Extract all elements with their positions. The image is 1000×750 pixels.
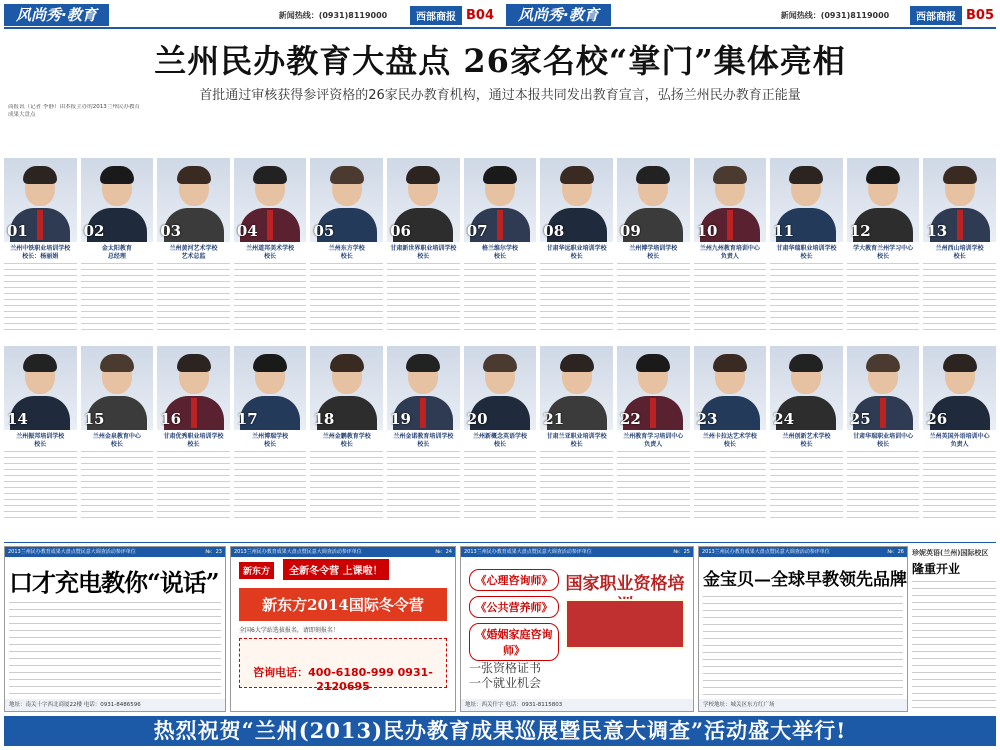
footer-banner: 热烈祝贺“兰州(2013)民办教育成果巡展暨民意大调查”活动盛大举行! — [4, 716, 996, 746]
principal-bio — [923, 451, 996, 521]
principal-role: 校长 — [110, 441, 123, 448]
principal-role: 校长 — [570, 441, 583, 448]
ad-new-oriental[interactable] — [230, 546, 456, 712]
principal-org: 兰州金诺教育培训学校 — [393, 433, 454, 440]
principal-number: 21 — [543, 410, 565, 428]
principal-photo — [694, 346, 767, 430]
principal-role: 校长：杨丽娟 — [22, 253, 59, 260]
principal-org: 兰州中铁职业培训学校 — [10, 245, 71, 252]
principal-caption — [157, 245, 230, 261]
ad-heading: 珍妮英语(兰州)国际校区 — [912, 549, 989, 557]
principal-number: 03 — [160, 222, 182, 240]
principal-number: 09 — [619, 222, 641, 240]
principal-photo — [387, 158, 460, 242]
principal-caption — [81, 433, 154, 449]
principal-card — [923, 158, 996, 342]
principal-card — [234, 346, 307, 530]
principal-photo — [81, 346, 154, 430]
principal-card — [694, 346, 767, 530]
principal-card — [387, 346, 460, 530]
course-list — [469, 569, 559, 666]
ad-vocational-cert[interactable] — [460, 546, 694, 712]
principal-org: 甘肃优秀职业培训学校 — [163, 433, 224, 440]
ad-strip — [5, 547, 225, 557]
principal-org: 学大教育兰州学习中心 — [853, 245, 914, 252]
principal-role: 校长 — [417, 253, 430, 260]
principal-caption — [694, 433, 767, 449]
principal-org: 兰州博学培训学校 — [629, 245, 678, 252]
principal-org: 甘肃华瑞职业培训中心 — [853, 433, 914, 440]
principal-bio — [923, 263, 996, 333]
principal-number: 25 — [849, 410, 871, 428]
page-header-right — [506, 4, 996, 26]
ads-rule — [4, 542, 996, 543]
principal-bio — [770, 451, 843, 521]
ad-strip — [461, 547, 693, 557]
principal-bio — [617, 451, 690, 521]
principal-photo — [4, 158, 77, 242]
principal-org: 兰州金鹏教育学校 — [322, 433, 371, 440]
principal-org: 格兰维尔学校 — [481, 245, 518, 252]
principal-photo — [540, 346, 613, 430]
section-label: 风尚秀·教育 — [506, 4, 611, 26]
principal-photo — [540, 158, 613, 242]
issue-info — [619, 8, 769, 22]
principal-org: 兰州东方学校 — [328, 245, 365, 252]
principal-caption — [923, 245, 996, 261]
ad-title: 国家职业资格培 — [565, 574, 685, 594]
principal-photo — [847, 158, 920, 242]
tagline-1: 一张资格证书 — [469, 661, 542, 675]
principal-card — [81, 158, 154, 342]
principal-org: 兰州卡拉达艺术学校 — [702, 433, 757, 440]
principal-role: 校长 — [723, 441, 736, 448]
principal-caption — [923, 433, 996, 449]
section-label: 风尚秀·教育 — [4, 4, 109, 26]
ad-subtitle: 全国6大学站选拔报名，请即刻报名！ — [239, 627, 339, 634]
principal-card — [770, 158, 843, 342]
principal-caption — [464, 433, 537, 449]
principal-caption — [847, 433, 920, 449]
principal-org: 兰州英国外语培训中心 — [929, 433, 990, 440]
principal-card — [464, 346, 537, 530]
principal-org: 甘肃新世界职业培训学校 — [390, 245, 457, 252]
principal-org: 兰州教育学习培训中心 — [623, 433, 684, 440]
principal-number: 05 — [313, 222, 335, 240]
principal-bio — [617, 263, 690, 333]
page-headline: 兰州民办教育大盘点 26家名校“掌门”集体亮相 — [154, 42, 846, 80]
principal-role: 校长 — [493, 441, 506, 448]
principal-role: 总经理 — [107, 253, 126, 260]
brand-logo: 新东方 — [239, 562, 274, 579]
principal-number: 16 — [160, 410, 182, 428]
principal-role: 校长 — [187, 441, 200, 448]
principal-bio — [847, 263, 920, 333]
principal-card — [464, 158, 537, 342]
news-hotline: 新闻热线：(0931)8119000 — [278, 10, 388, 20]
ad-strip-text: 2013兰州民办教育成果大盘点暨民意大调查活动参评单位 — [234, 549, 362, 555]
principal-card — [540, 158, 613, 342]
principal-caption — [81, 245, 154, 261]
principal-caption — [234, 245, 307, 261]
principal-caption — [617, 245, 690, 261]
principal-bio — [81, 451, 154, 521]
ad-body-text — [5, 602, 225, 702]
principal-number: 19 — [390, 410, 411, 428]
principal-caption — [387, 433, 460, 449]
principal-photo — [81, 158, 154, 242]
principal-number: 06 — [390, 222, 411, 240]
ad-address: 学校地址：城关区东方红广场 — [699, 699, 907, 711]
principal-number: 11 — [773, 222, 795, 240]
principal-role: 校长 — [647, 253, 660, 260]
ad-code: №：25 — [673, 549, 690, 555]
principal-role: 艺术总监 — [181, 253, 206, 260]
ad-slogan: 全新冬令营 上课啦！ — [283, 559, 388, 580]
principal-caption — [387, 245, 460, 261]
ad-title: 隆重开业 — [912, 562, 961, 576]
principal-role: 校长 — [953, 253, 966, 260]
issue-info — [117, 8, 267, 22]
principal-card — [923, 346, 996, 530]
principal-photo — [694, 158, 767, 242]
principal-bio — [81, 263, 154, 333]
ad-strip — [699, 547, 907, 557]
principal-photo — [234, 346, 307, 430]
principal-photo — [923, 158, 996, 242]
ad-phone: 咨询电话：400-6180-999 0931-2120695 — [253, 666, 433, 693]
principal-role: 校长 — [493, 253, 506, 260]
principal-bio — [157, 451, 230, 521]
principal-number: 22 — [619, 410, 641, 428]
principal-role: 校长 — [264, 441, 277, 448]
principal-number: 10 — [696, 222, 718, 240]
principal-org: 甘肃华瑞职业培训学校 — [776, 245, 837, 252]
principal-number: 04 — [236, 222, 258, 240]
tagline-2: 一个就业机会 — [469, 676, 542, 690]
principal-bio — [387, 451, 460, 521]
course-item: 《婚姻家庭咨询师》 — [469, 623, 559, 661]
principal-bio — [4, 451, 77, 521]
principal-number: 17 — [236, 410, 258, 428]
page-number: B04 — [466, 7, 494, 23]
principal-number: 15 — [83, 410, 105, 428]
principal-card — [4, 158, 77, 342]
intro-lead: 商报讯（记者 李静）由本报主办的2013兰州民办教育成果大盘点 — [8, 104, 140, 118]
principal-caption — [847, 245, 920, 261]
principal-caption — [770, 433, 843, 449]
intro-article — [8, 104, 992, 148]
principal-caption — [157, 433, 230, 449]
principal-role: 校长 — [340, 441, 353, 448]
principal-card — [81, 346, 154, 530]
principal-card — [617, 158, 690, 342]
principal-caption — [4, 433, 77, 449]
principal-card — [157, 158, 230, 342]
principal-photo — [770, 158, 843, 242]
page-header-left — [4, 4, 496, 26]
principal-photo — [617, 158, 690, 242]
principal-org: 兰州黄河艺术学校 — [169, 245, 218, 252]
principal-bio — [540, 451, 613, 521]
principal-bio — [387, 263, 460, 333]
principal-photo — [310, 346, 383, 430]
ad-code: №：23 — [205, 549, 222, 555]
principal-photo — [464, 158, 537, 242]
principal-caption — [617, 433, 690, 449]
principal-bio — [694, 263, 767, 333]
principal-card — [847, 346, 920, 530]
principal-photo — [310, 158, 383, 242]
principal-caption — [4, 245, 77, 261]
principal-card — [387, 158, 460, 342]
header-rule — [4, 27, 996, 29]
principal-photo — [234, 158, 307, 242]
principal-role: 校长 — [570, 253, 583, 260]
principal-caption — [234, 433, 307, 449]
principal-caption — [540, 245, 613, 261]
ad-body-text — [912, 581, 996, 711]
principal-number: 23 — [696, 410, 718, 428]
principal-role: 负责人 — [950, 441, 969, 448]
principal-photo — [923, 346, 996, 430]
principal-number: 07 — [466, 222, 488, 240]
principal-org: 兰州道邦美术学校 — [246, 245, 295, 252]
ad-address: 地址：南关十字西北商厦22楼 电话：0931-8486596 — [5, 699, 225, 711]
principal-caption — [694, 245, 767, 261]
ad-address: 地址：西关什字 电话：0931-8115803 — [461, 699, 693, 711]
ad-body-text — [699, 596, 907, 696]
ad-title: 口才充电教你“说话” — [9, 568, 219, 597]
principal-number: 01 — [7, 222, 28, 240]
principal-number: 14 — [7, 410, 28, 428]
principal-org: 甘肃兰亚职业培训学校 — [546, 433, 607, 440]
principal-caption — [464, 245, 537, 261]
ad-tagline — [469, 661, 541, 691]
ad-strip-text: 2013兰州民办教育成果大盘点暨民意大调查活动参评单位 — [464, 549, 592, 555]
principal-photo — [387, 346, 460, 430]
principal-org: 兰州金泉教育中心 — [92, 433, 141, 440]
ad-english-school[interactable] — [912, 546, 996, 712]
principal-role: 校长 — [877, 253, 890, 260]
principal-row-1 — [4, 158, 996, 342]
principal-number: 26 — [926, 410, 948, 428]
news-hotline: 新闻热线：(0931)8119000 — [780, 10, 890, 20]
principal-caption — [770, 245, 843, 261]
principal-photo — [617, 346, 690, 430]
principal-bio — [157, 263, 230, 333]
principal-bio — [310, 451, 383, 521]
principal-card — [847, 158, 920, 342]
principal-number: 02 — [83, 222, 105, 240]
page-subheadline: 首批通过审核获得参评资格的26家民办教育机构，通过本报共同发出教育宣言，弘扬兰州民办教育正能量 — [199, 88, 801, 103]
principal-role: 负责人 — [644, 441, 663, 448]
principal-caption — [310, 433, 383, 449]
principal-bio — [694, 451, 767, 521]
principal-bio — [234, 451, 307, 521]
principal-photo — [157, 346, 230, 430]
principal-number: 24 — [773, 410, 795, 428]
principal-card — [694, 158, 767, 342]
principal-bio — [464, 263, 537, 333]
principal-role: 校长 — [340, 253, 353, 260]
principal-bio — [310, 263, 383, 333]
principal-caption — [310, 245, 383, 261]
ad-strip — [231, 547, 455, 557]
principal-photo — [4, 346, 77, 430]
principal-number: 13 — [926, 222, 948, 240]
ad-title: 金宝贝—全球早教领先品牌 — [703, 570, 907, 590]
principal-role: 校长 — [417, 441, 430, 448]
course-item: 《心理咨询师》 — [469, 569, 559, 591]
principal-card — [157, 346, 230, 530]
principal-org: 兰州新概念英语学校 — [472, 433, 527, 440]
ad-strip-text: 2013兰州民办教育成果大盘点暨民意大调查活动参评单位 — [702, 549, 830, 555]
principal-org: 金太阳教育 — [101, 245, 132, 252]
principal-bio — [770, 263, 843, 333]
principal-role: 校长 — [877, 441, 890, 448]
principal-photo — [847, 346, 920, 430]
principal-bio — [464, 451, 537, 521]
principal-number: 12 — [849, 222, 871, 240]
principal-bio — [234, 263, 307, 333]
principal-org: 兰州九州教育培训中心 — [699, 245, 760, 252]
page-number: B05 — [966, 7, 994, 23]
course-item: 《公共营养师》 — [469, 596, 559, 618]
principal-org: 甘肃华远职业培训学校 — [546, 245, 607, 252]
newspaper-logo: 西部商报 — [410, 6, 462, 25]
certificate-image — [565, 599, 685, 649]
principal-card — [310, 346, 383, 530]
principal-role: 校长 — [34, 441, 47, 448]
principal-number: 08 — [543, 222, 565, 240]
principal-bio — [4, 263, 77, 333]
principal-card — [234, 158, 307, 342]
principal-row-2 — [4, 346, 996, 530]
ad-event-title: 新东方2014国际冬令营 — [239, 588, 447, 621]
principal-card — [540, 346, 613, 530]
principal-card — [617, 346, 690, 530]
principal-number: 20 — [466, 410, 488, 428]
principal-org: 兰州创新艺术学校 — [782, 433, 831, 440]
principal-org: 兰州博瑞学校 — [252, 433, 289, 440]
ad-code: №：24 — [435, 549, 452, 555]
principal-bio — [540, 263, 613, 333]
principal-photo — [464, 346, 537, 430]
principal-caption — [540, 433, 613, 449]
principal-card — [310, 158, 383, 342]
principal-number: 18 — [313, 410, 335, 428]
principal-role: 校长 — [800, 441, 813, 448]
principal-photo — [157, 158, 230, 242]
ad-strip-text: 2013兰州民办教育成果大盘点暨民意大调查活动参评单位 — [8, 549, 136, 555]
ad-code: №：26 — [887, 549, 904, 555]
ad-gymboree[interactable] — [698, 546, 908, 712]
principal-photo — [770, 346, 843, 430]
principal-bio — [847, 451, 920, 521]
principal-org: 兰州西山培训学校 — [935, 245, 984, 252]
newspaper-logo: 西部商报 — [910, 6, 962, 25]
principal-role: 校长 — [800, 253, 813, 260]
principal-org: 兰州振邦培训学校 — [16, 433, 65, 440]
principal-role: 负责人 — [720, 253, 739, 260]
ad-speech-training[interactable] — [4, 546, 226, 712]
principal-role: 校长 — [264, 253, 277, 260]
principal-card — [4, 346, 77, 530]
principal-card — [770, 346, 843, 530]
